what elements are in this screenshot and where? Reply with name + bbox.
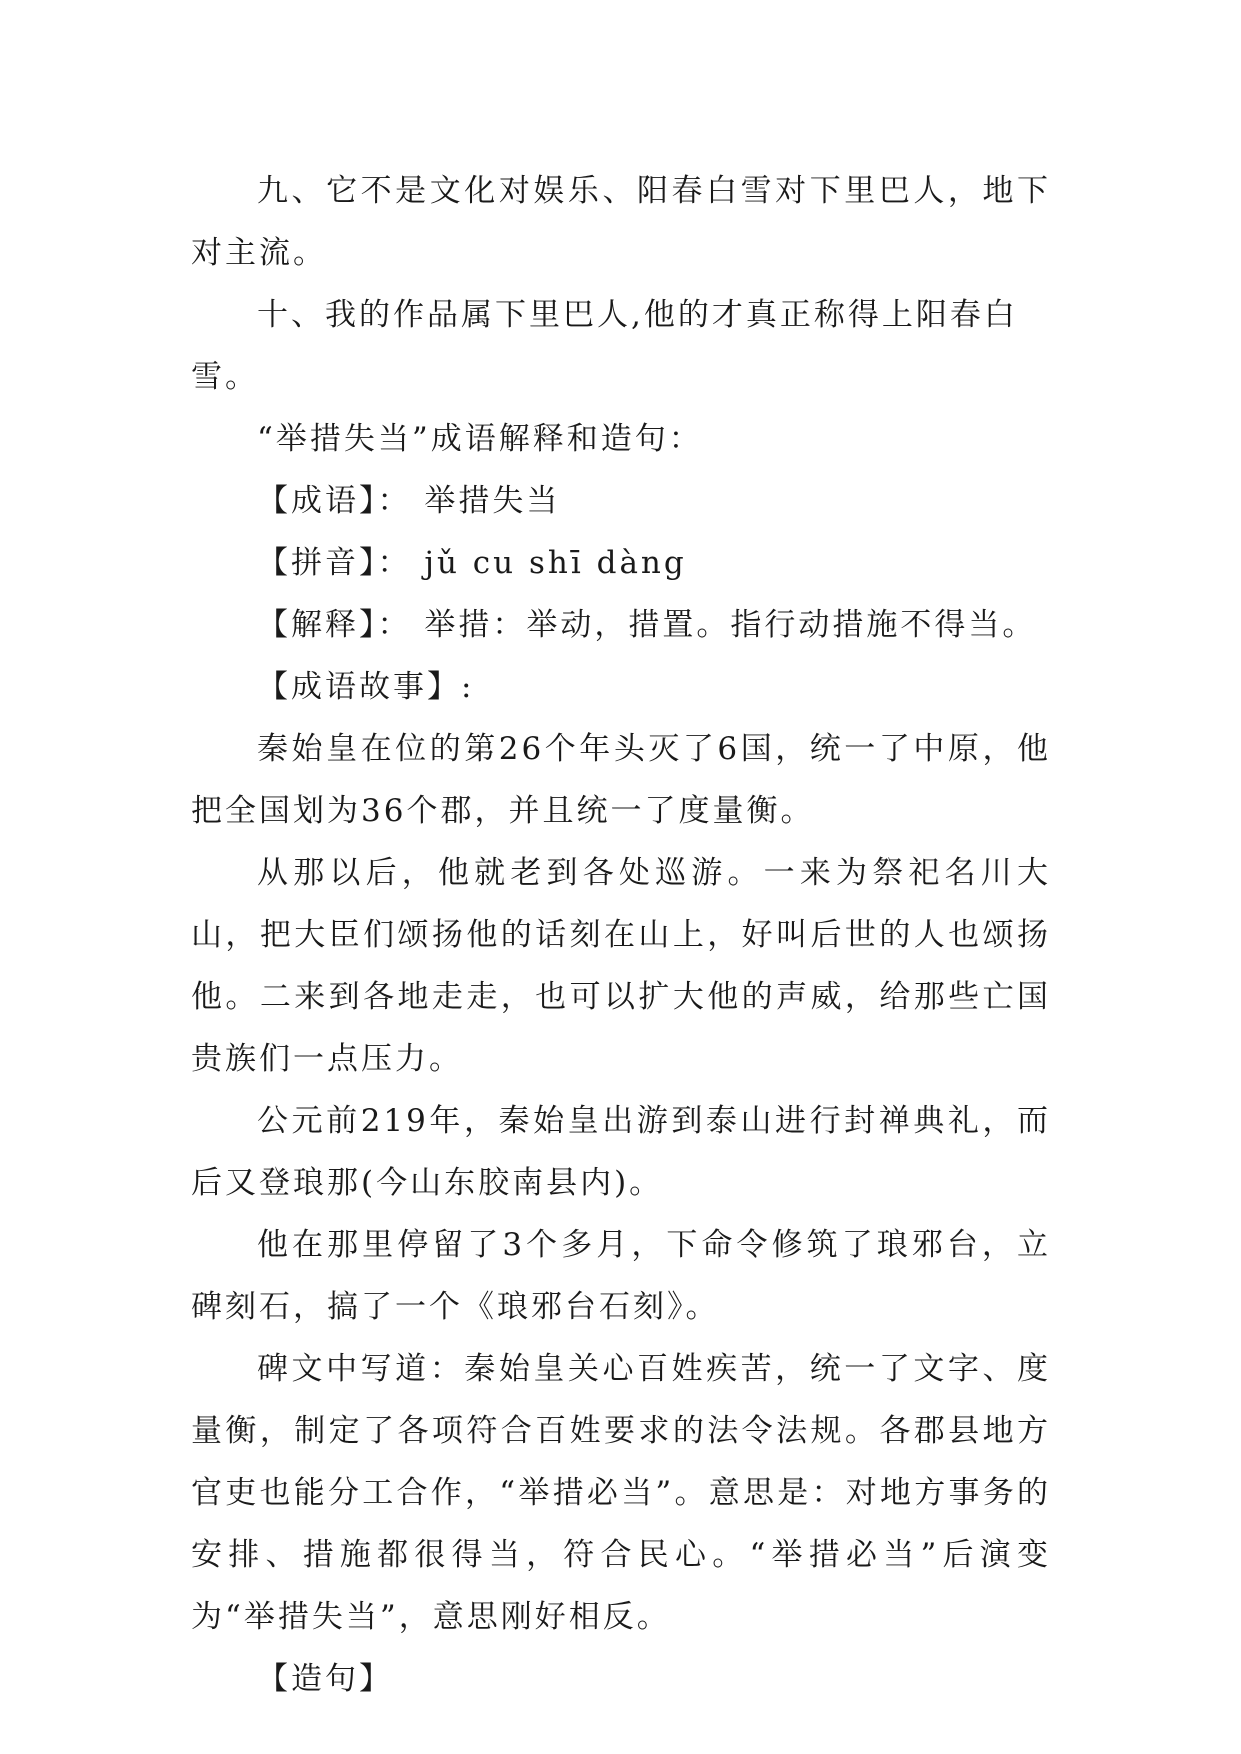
story-paragraph-3: 公元前219年，秦始皇出游到泰山进行封禅典礼，而后又登琅那(今山东胶南县内)。 [191,1103,1051,1201]
idiom-pinyin: 【拼音】： jǔ cu shī dàng [257,545,687,581]
paragraph-9: 九、它不是文化对娱乐、阳春白雪对下里巴人，地下对主流。 [191,173,1051,271]
example-sentence-heading: 【造句】 [257,1661,393,1697]
idiom-story-heading: 【成语故事】: [257,669,475,705]
story-paragraph-5: 碑文中写道：秦始皇关心百姓疾苦，统一了文字、度量衡，制定了各项符合百姓要求的法令法规。各郡县地方官吏也能分工合作，“举措必当”。意思是：对地方事务的安排、措施都很得当，符合民心。“举措必当”后演变为“举措失当”，意思刚好相反。 [191,1351,1051,1635]
idiom-explanation: 【解释】： 举措：举动，措置。指行动措施不得当。 [257,607,1037,643]
story-paragraph-4: 他在那里停留了3个多月，下命令修筑了琅邪台，立碑刻石，搞了一个《琅邪台石刻》。 [191,1227,1051,1325]
document-body [191,160,1051,1710]
story-paragraph-2: 从那以后，他就老到各处巡游。一来为祭祀名川大山，把大臣们颂扬他的话刻在山上，好叫后世的人也颂扬他。二来到各地走走，也可以扩大他的声威，给那些亡国贵族们一点压力。 [191,855,1051,1077]
idiom-term: 【成语】： 举措失当 [257,483,561,519]
idiom-heading: “举措失当”成语解释和造句： [257,421,703,457]
story-paragraph-1: 秦始皇在位的第26个年头灭了6国，统一了中原，他把全国划为36个郡，并且统一了度量衡。 [191,731,1051,829]
paragraph-10: 十、我的作品属下里巴人,他的才真正称得上阳春白雪。 [191,297,1018,395]
